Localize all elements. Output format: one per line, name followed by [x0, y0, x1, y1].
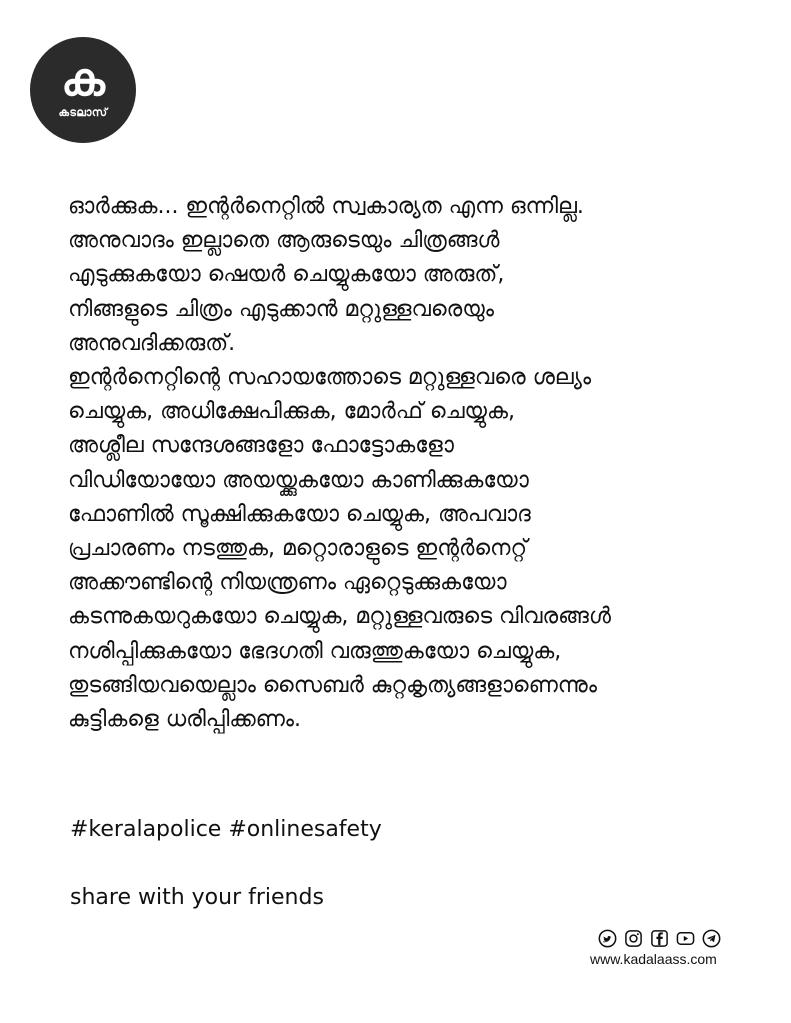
message-body — [68, 190, 768, 737]
body-line: കുട്ടികളെ ധരിപ്പിക്കണം. — [68, 707, 302, 733]
body-line: ചെയ്യുക, അധിക്ഷേപിക്കുക, മോർഫ് ചെയ്യുക, — [68, 399, 515, 425]
logo-text: കടലാസ് — [58, 106, 108, 119]
kadalaas-logo — [30, 37, 136, 143]
logo-glyph: ക — [61, 52, 105, 106]
body-line: എടുക്കുകയോ ഷെയർ ചെയ്യുകയോ അരുത്, — [68, 262, 505, 288]
youtube-icon[interactable] — [676, 929, 695, 948]
twitter-icon[interactable] — [598, 929, 617, 948]
body-line: തുടങ്ങിയവയെല്ലാം സൈബർ കുറ്റകൃത്യങ്ങളാണെന്നും — [68, 672, 597, 698]
instagram-icon[interactable] — [624, 929, 643, 948]
website-url[interactable]: www.kadalaass.com — [590, 951, 717, 967]
body-line: ഓർക്കുക... ഇന്റർനെറ്റിൽ സ്വകാര്യത എന്ന ഒന്നില്ല. — [68, 194, 584, 219]
hashtags[interactable]: #keralapolice #onlinesafety — [70, 817, 382, 842]
body-line: കടന്നുകയറുകയോ ചെയ്യുക, മറ്റുള്ളവരുടെ വിവരങ്ങൾ — [68, 604, 611, 630]
body-line: വിഡിയോയോ അയയ്ക്കുകയോ കാണിക്കുകയോ — [68, 467, 529, 493]
body-line: അശ്ലീല സന്ദേശങ്ങളോ ഫോട്ടോകളോ — [68, 433, 454, 459]
facebook-icon[interactable] — [650, 929, 669, 948]
body-line: ഫോണിൽ സൂക്ഷിക്കുകയോ ചെയ്യുക, അപവാദ — [68, 501, 531, 527]
body-line: അക്കൗണ്ടിന്റെ നിയന്ത്രണം ഏറ്റെടുക്കുകയോ — [68, 570, 507, 596]
body-line: ഇന്റർനെറ്റിന്റെ സഹായത്തോടെ മറ്റുള്ളവരെ ശല്യം — [68, 365, 592, 391]
body-line: അനുവദിക്കരുത്. — [68, 330, 236, 356]
body-line: നശിപ്പിക്കുകയോ ഭേദഗതി വരുത്തുകയോ ചെയ്യുക, — [68, 638, 562, 664]
social-links — [598, 929, 721, 948]
share-text: share with your friends — [70, 885, 324, 910]
telegram-icon[interactable] — [702, 929, 721, 948]
body-line: പ്രചാരണം നടത്തുക, മറ്റൊരാളുടെ ഇന്റർനെറ്റ് — [68, 536, 528, 562]
body-line: അനുവാദം ഇല്ലാതെ ആരുടെയും ചിത്രങ്ങൾ — [68, 228, 500, 254]
body-line: നിങ്ങളുടെ ചിത്രം എടുക്കാൻ മറ്റുള്ളവരെയും — [68, 296, 494, 322]
